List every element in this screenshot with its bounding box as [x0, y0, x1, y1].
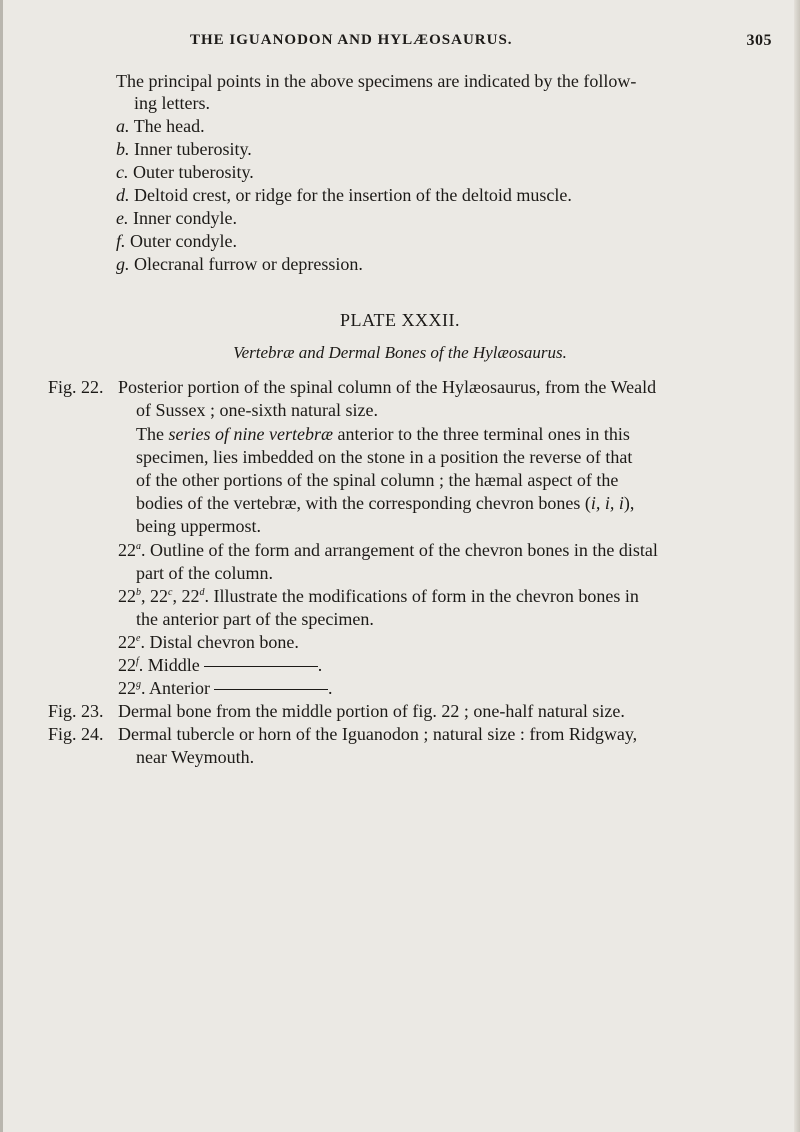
- text-run-italic: series of nine vertebræ: [168, 424, 333, 444]
- fig-number: 22: [118, 632, 136, 652]
- legend-letter: c.: [116, 162, 129, 182]
- text-run-italic: i, i, i: [590, 493, 624, 513]
- running-head-title: THE IGUANODON AND HYLÆOSAURUS.: [190, 32, 513, 48]
- text-run: The: [136, 424, 169, 444]
- fig-24-label: Fig. 24.: [48, 724, 104, 744]
- legend-item-e: [116, 207, 237, 229]
- legend-text: The head.: [133, 116, 205, 136]
- fig-22-line-2: of Sussex ; one-sixth natural size.: [136, 400, 378, 420]
- fig-22g-line: [118, 677, 333, 699]
- fig-22-label: Fig. 22.: [48, 377, 104, 397]
- text-run: . Anterior: [141, 678, 210, 698]
- fig-superscript: a: [136, 541, 141, 552]
- fig-22f-line: [118, 654, 322, 676]
- page-number: 305: [746, 32, 772, 49]
- fig-number: 22: [118, 678, 136, 698]
- legend-item-c: [116, 161, 254, 183]
- fig-number: 22: [118, 586, 136, 606]
- fig-number: 22: [118, 655, 136, 675]
- page-edge-right: [794, 0, 800, 1132]
- text-run: , 22: [172, 586, 200, 606]
- ditto-dash: [204, 666, 318, 667]
- legend-intro-line-1: The principal points in the above specimens are indicated by the follow-: [116, 71, 637, 91]
- legend-text: Outer tuberosity.: [133, 162, 254, 182]
- fig-22-line-6: [136, 492, 634, 514]
- legend-intro-line-2: ing letters.: [134, 93, 210, 113]
- text-run: . Distal chevron bone.: [140, 632, 299, 652]
- text-run: . Middle: [138, 655, 200, 675]
- legend-letter: e.: [116, 208, 129, 228]
- text-run: .: [328, 678, 333, 698]
- legend-item-d: [116, 184, 572, 206]
- legend-text: Deltoid crest, or ridge for the insertion of the deltoid muscle.: [134, 185, 572, 205]
- fig-24-line-1: Dermal tubercle or horn of the Iguanodon ; natural size : from Ridgway,: [118, 724, 638, 744]
- plate-subtitle: [0, 343, 800, 363]
- text-run: ),: [623, 493, 635, 513]
- fig-superscript: g: [136, 679, 141, 690]
- plate-title: PLATE XXXII.: [340, 310, 460, 330]
- running-head: [112, 32, 772, 54]
- text-run: , 22: [141, 586, 168, 606]
- plate-subtitle-part: Vertebræ: [233, 343, 295, 362]
- legend-item-b: [116, 138, 252, 160]
- fig-22e-line: [118, 631, 299, 653]
- text-run: bodies of the vertebræ, with the corresponding chevron bones (: [136, 493, 591, 513]
- text-run: .: [317, 655, 323, 675]
- fig-superscript: c: [168, 587, 173, 598]
- legend-item-g: [116, 253, 363, 275]
- legend-text: Inner tuberosity.: [134, 139, 252, 159]
- legend-letter: d.: [116, 185, 130, 205]
- legend-item-a: [116, 115, 205, 137]
- ditto-dash: [214, 689, 328, 690]
- text-run: . Illustrate the modifications of form in the chevron bones in: [204, 586, 639, 606]
- fig-22-line-4: specimen, lies imbedded on the stone in a position the reverse of that: [136, 447, 633, 467]
- fig-23-text: Dermal bone from the middle portion of fig. 22 ; one-half natural size.: [118, 701, 625, 721]
- fig-24-line-2: near Weymouth.: [136, 747, 255, 767]
- fig-22a-line-1: [118, 539, 658, 561]
- fig-superscript: d: [199, 587, 205, 598]
- text-run: anterior to the three terminal ones in this: [332, 424, 630, 444]
- legend-text: Inner condyle.: [133, 208, 237, 228]
- legend-text: Outer condyle.: [130, 231, 237, 251]
- page-edge-left: [0, 0, 3, 1132]
- fig-22-line-3: [136, 423, 630, 445]
- fig-22-line-1: Posterior portion of the spinal column of the Hylæosaurus, from the Weald: [118, 377, 657, 397]
- plate-subtitle-part: and: [294, 343, 329, 362]
- fig-22bcd-line-2: the anterior part of the specimen.: [136, 609, 374, 629]
- legend-item-f: [116, 230, 237, 252]
- fig-superscript: b: [136, 587, 141, 598]
- fig-22-line-5: of the other portions of the spinal column ; the hæmal aspect of the: [136, 470, 619, 490]
- fig-number: 22: [118, 540, 136, 560]
- fig-23-label: Fig. 23.: [48, 701, 104, 721]
- legend-letter: f.: [116, 231, 126, 251]
- legend-letter: g.: [116, 254, 130, 274]
- text-run: . Outline of the form and arrangement of the chevron bones in the distal: [141, 540, 658, 560]
- fig-superscript: f: [136, 656, 139, 667]
- fig-22a-line-2: part of the column.: [136, 563, 273, 583]
- legend-letter: b.: [116, 139, 130, 159]
- plate-subtitle-part: Dermal Bones of the Hylæosaurus.: [328, 343, 567, 362]
- legend-letter: a.: [116, 116, 130, 136]
- fig-22-line-7: being uppermost.: [136, 516, 261, 536]
- legend-text: Olecranal furrow or depression.: [134, 254, 363, 274]
- fig-22bcd-line-1: [118, 585, 639, 607]
- fig-superscript: e: [136, 633, 141, 644]
